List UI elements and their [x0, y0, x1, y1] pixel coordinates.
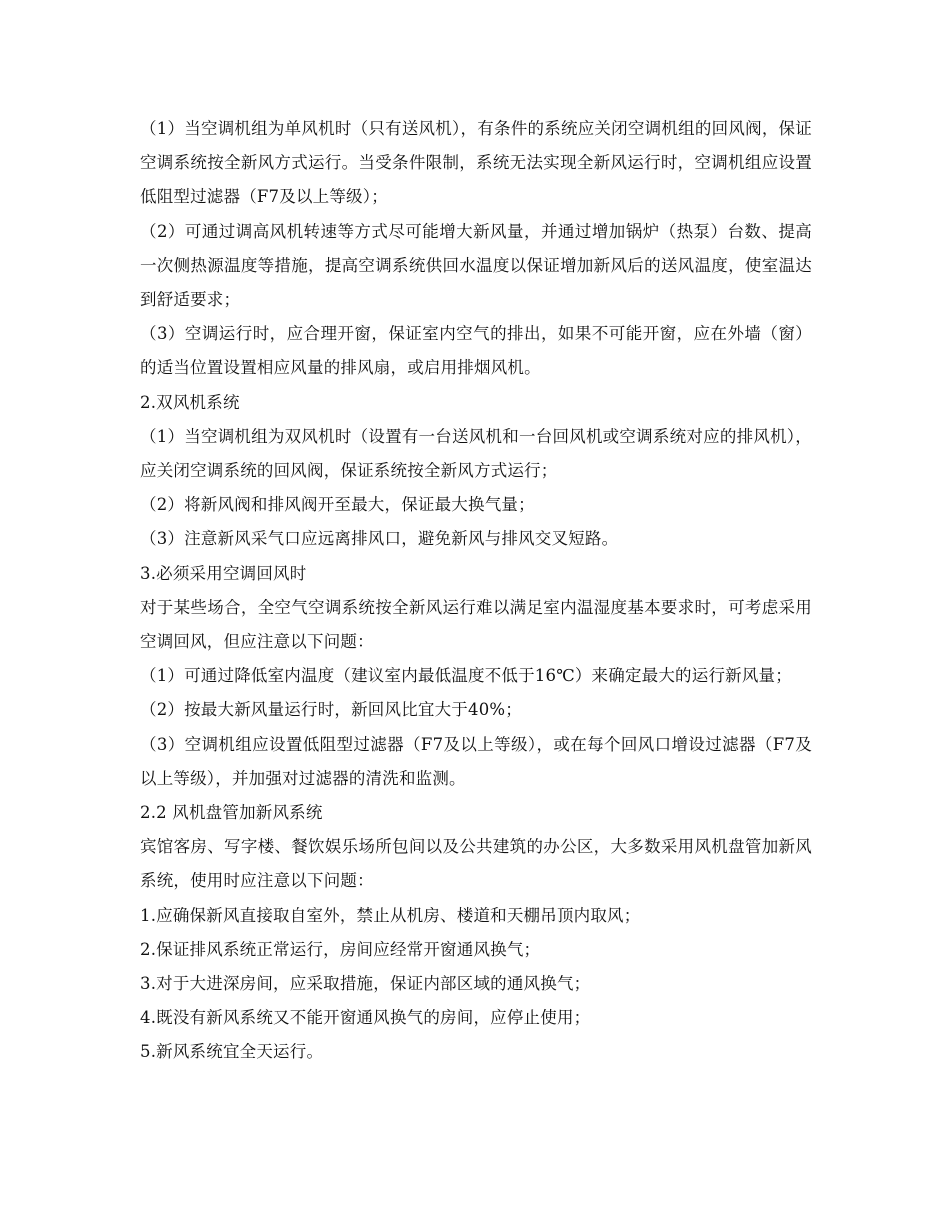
- section-heading: 2.双风机系统: [140, 392, 240, 412]
- paragraph: 对于某些场合，全空气空调系统按全新风运行难以满足室内温湿度基本要求时，可考虑采用空调回风，但应注意以下问题：: [140, 597, 812, 652]
- paragraph: （1）当空调机组为单风机时（只有送风机），有条件的系统应关闭空调机组的回风阀，保证空调系统按全新风方式运行。当受条件限制，系统无法实现全新风运行时，空调机组应设置低阻型过滤器（F7及以上等级）；: [140, 119, 812, 207]
- paragraph: （2）按最大新风量运行时，新回风比宜大于40%；: [140, 700, 522, 720]
- section-heading: 2.2 风机盘管加新风系统: [140, 803, 323, 823]
- paragraph: （1）当空调机组为双风机时（设置有一台送风机和一台回风机或空调系统对应的排风机），应关闭空调系统的回风阀，保证系统按全新风方式运行；: [140, 426, 812, 481]
- list-item: 2.保证排风系统正常运行，房间应经常开窗通风换气；: [140, 939, 541, 959]
- paragraph: 宾馆客房、写字楼、餐饮娱乐场所包间以及公共建筑的办公区，大多数采用风机盘管加新风系统，使用时应注意以下问题：: [140, 837, 812, 891]
- paragraph: （2）可通过调高风机转速等方式尽可能增大新风量，并通过增加锅炉（热泵）台数、提高一次侧热源温度等措施，提高空调系统供回水温度以保证增加新风后的送风温度，使室温达到舒适要求；: [140, 221, 812, 310]
- paragraph: （3）注意新风采气口应远离排风口，避免新风与排风交叉短路。: [140, 529, 619, 549]
- paragraph: （3）空调机组应设置低阻型过滤器（F7及以上等级），或在每个回风口增设过滤器（F7及以上等级），并加强对过滤器的清洗和监测。: [140, 734, 812, 788]
- paragraph: （2）将新风阀和排风阀开至最大，保证最大换气量；: [140, 495, 535, 515]
- paragraph: （3）空调运行时，应合理开窗，保证室内空气的排出，如果不可能开窗，应在外墙（窗）的适当位置设置相应风量的排风扇，或启用排烟风机。: [140, 324, 812, 378]
- list-item: 1.应确保新风直接取自室外，禁止从机房、楼道和天棚吊顶内取风；: [140, 905, 641, 925]
- paragraph: （1）可通过降低室内温度（建议室内最低温度不低于16℃）来确定最大的运行新风量；: [140, 666, 792, 686]
- list-item: 4.既没有新风系统又不能开窗通风换气的房间，应停止使用；: [140, 1008, 591, 1028]
- list-item: 3.对于大进深房间，应采取措施，保证内部区域的通风换气；: [140, 974, 591, 994]
- document-body: [140, 112, 812, 1070]
- list-item: 5.新风系统宜全天运行。: [140, 1042, 324, 1062]
- section-heading: 3.必须采用空调回风时: [140, 563, 307, 583]
